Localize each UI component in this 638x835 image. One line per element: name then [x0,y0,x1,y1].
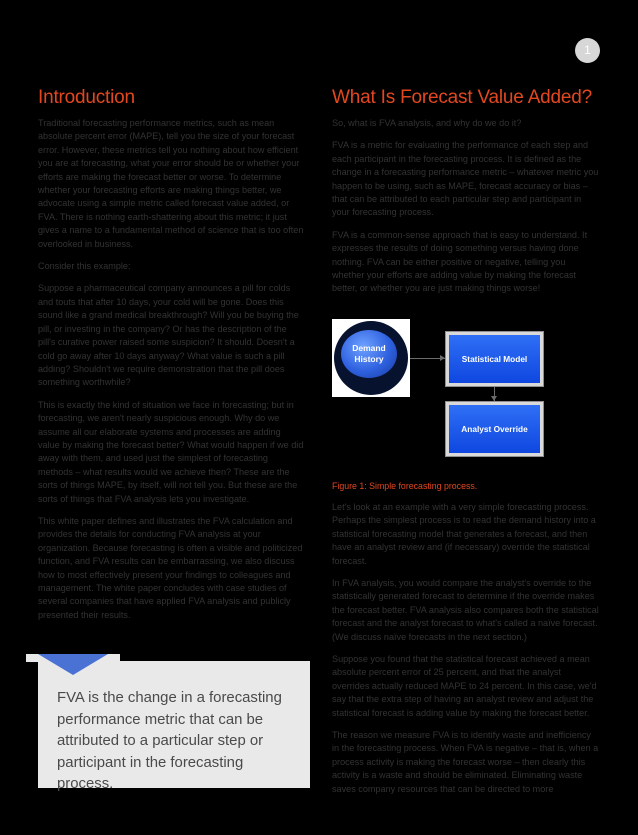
introduction-heading: Introduction [38,87,135,108]
pull-quote-box [38,661,310,792]
triangle-icon [38,654,108,675]
example-paragraph-2: In FVA analysis, you would compare the analyst's override to the statistically generated forecast to determine if the override makes the forecast better. FVA analysis also compares both the statistical forecast and the analyst forecast to what's called a naïve forecast. (We discuss naïve forecasts in the next section.) [332,577,599,642]
arrow-right-icon [410,358,445,359]
left-column [38,86,304,631]
statistical-model-label: Statistical Model [449,335,540,383]
right-column [332,86,600,805]
demand-history-label: Demand History [341,330,397,378]
pull-quote [26,654,310,792]
intro-paragraph-5: This white paper defines and illustrates the FVA calculation and provides the details for conducting FVA analysis at your organization. Because forecasting is often a visible and politicized function, and FVA results can be embarrassing, we also discuss how to most effectively present your findings to colleagues and management. The white paper concludes with case studies of several companies that have applied FVA analysis and publicly presented their results. [38,515,303,620]
demand-history-node [332,319,410,397]
page-number-badge: 1 [575,38,600,63]
intro-paragraph-3: Suppose a pharmaceutical company announces a pill for colds and touts that after 10 days, your cold will be gone. Does this sound like a grand medical breakthrough? Will you be buying the pill, or investing in the company? Or has the description of the pill's curative power raised some suspicion? It should. Doesn't a cold go away after 10 days anyway? What value is such a pill adding? Shouldn't we require demonstration that the pill does something worthwhile? [38,283,299,388]
statistical-model-node [445,331,544,387]
fva-paragraph-1: So, what is FVA analysis, and why do we do it? [332,118,522,128]
pull-quote-tab [26,654,120,675]
intro-paragraph-4: This is exactly the kind of situation we face in forecasting; but in forecasting, we aren't nearly suspicious enough. Why do we assume all our elaborate systems and processes are adding value by making the forecast better? What would happen if we did away with them, and used just the simplest of forecasting methods – what results would we achieve then? These are the sorts of things MAPE, by itself, will not tell you. But these are the sorts of things that FVA analysis lets you investigate. [38,399,304,504]
intro-paragraph-1: Traditional forecasting performance metrics, such as mean absolute percent error (MAPE), tell you the size of your forecast error. However, these metrics tell you nothing about how efficient you are at forecasting, what your error should be or whether your efforts are making the forecast better or worse. To determine whether your forecasting efforts are making things better, we advocate using a simple metric called forecast value added, or FVA. There is nothing earth-shattering about this metric; it just gives a name to a fundamental method of science that is too often overlooked in business. [38,118,304,249]
example-paragraph-4: The reason we measure FVA is to identify waste and inefficiency in the forecasting process. When FVA is negative – that is, when a process activity is making the forecast worse – then clearly this activity is a waste and should be eliminated. Eliminating waste saves company resources that can be directed to more [332,729,599,794]
figure-caption: Figure 1: Simple forecasting process. [332,480,478,491]
analyst-override-label: Analyst Override [449,405,540,453]
intro-paragraph-2: Consider this example: [38,261,131,272]
fva-paragraph-2: FVA is a metric for evaluating the performance of each step and each participant in the forecasting process. It is defined as the change in a forecasting performance metric – whatever metric you happen to be using, such as MAPE, forecast accuracy or bias – that can be attributed to each particular step and participant in your forecasting process. [332,140,599,218]
arrow-down-icon [494,387,495,401]
fva-paragraph-3: FVA is a common-sense approach that is easy to understand. It expresses the results of doing something versus having done nothing. FVA can be either positive or negative, telling you whether your efforts are adding value by making the forecast better, or whether you are just making things worse! [332,229,588,294]
forecasting-process-diagram [332,319,600,477]
example-paragraph-3: Suppose you found that the statistical forecast achieved a mean absolute percent error of 25 percent, and that the analyst overrides actually reduced MAPE to 24 percent. In this case, we'd say that the extra step of having an analyst review and adjust the statistical forecast is adding value by making the forecast better. [332,653,597,718]
example-paragraph-1: Let's look at an example with a very simple forecasting process. Perhaps the simplest process is to read the demand history into a statistical forecasting model that generates a forecast, and then have an analyst review and (if necessary) override the statistical forecast. [332,501,596,566]
fva-heading: What Is Forecast Value Added? [332,87,592,108]
pull-quote-text: FVA is the change in a forecasting performance metric that can be attributed to a particular step or participant in the forecasting process. [57,690,282,792]
analyst-override-node [445,401,544,457]
